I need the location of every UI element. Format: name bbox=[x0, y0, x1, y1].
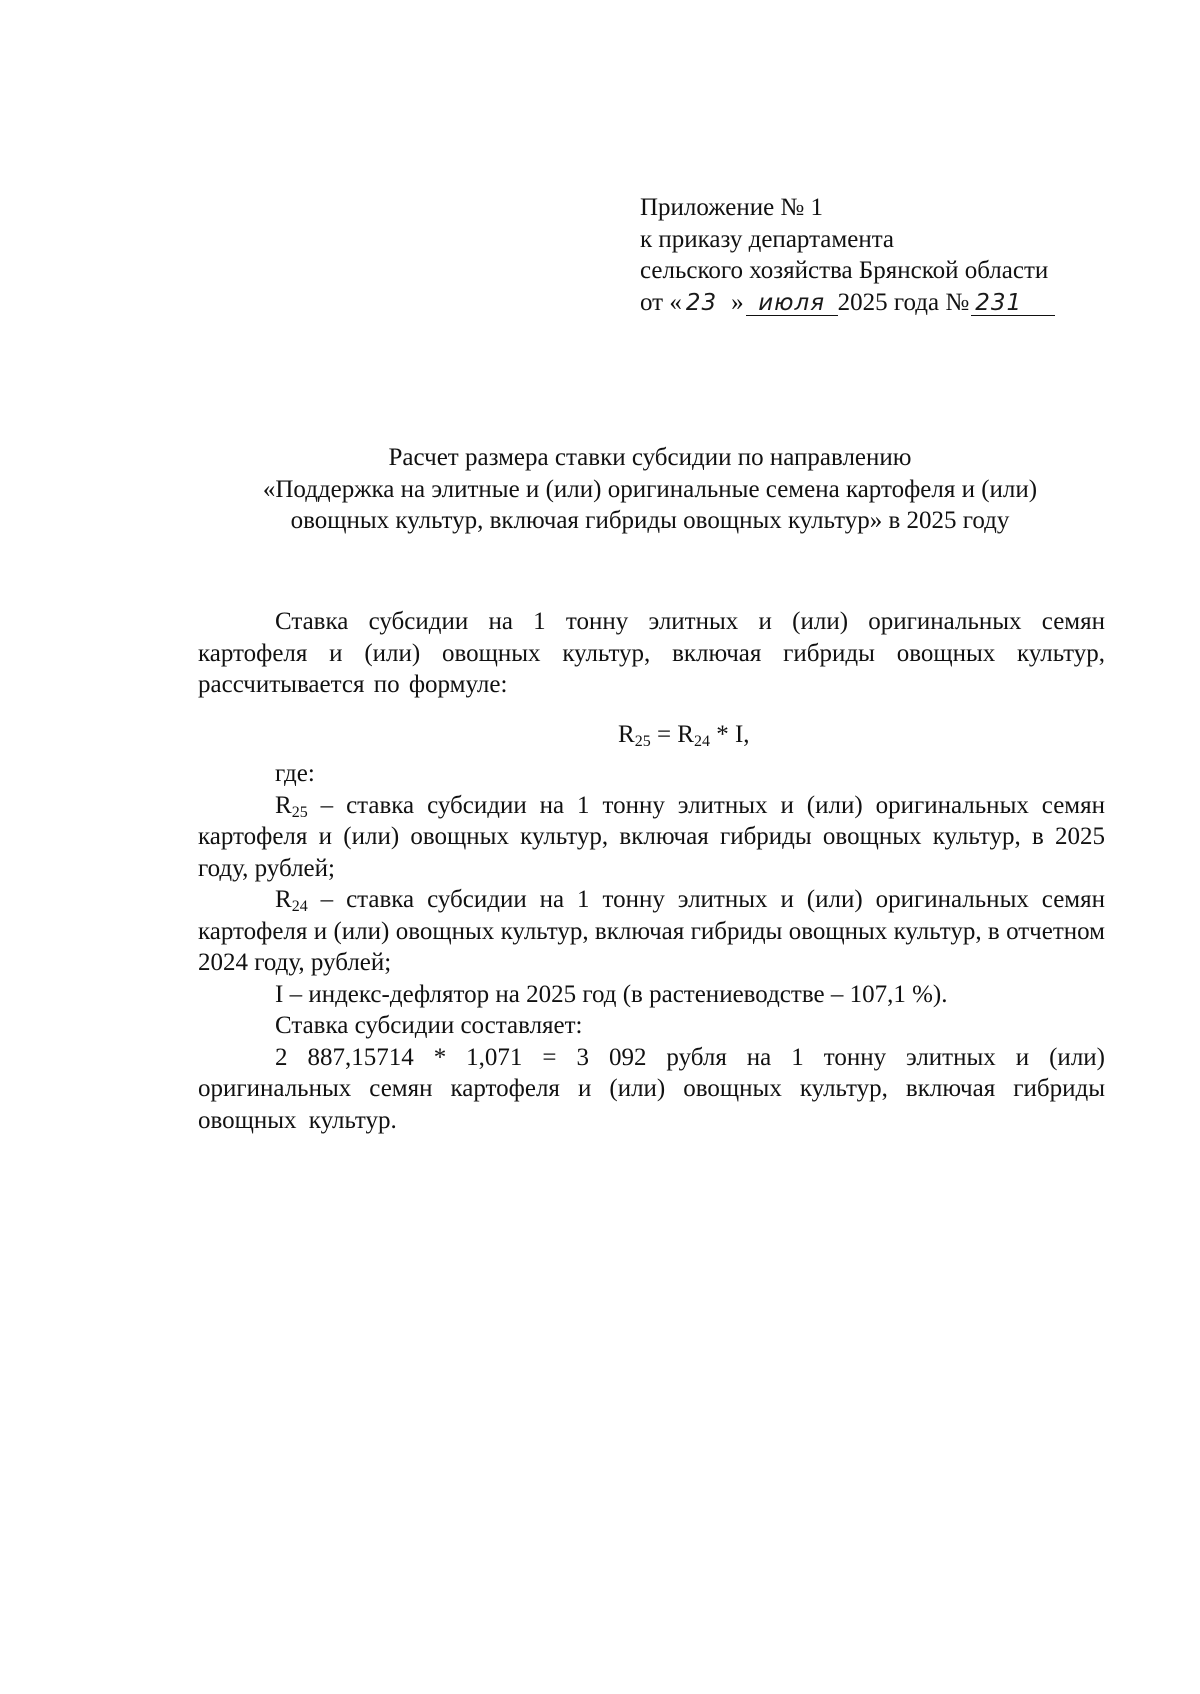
def-r24-sub: 24 bbox=[291, 898, 308, 915]
handwritten-month: июля bbox=[746, 291, 838, 316]
date-close-quote: » bbox=[731, 288, 744, 316]
title-line-1: Расчет размера ставки субсидии по направлению bbox=[388, 444, 912, 471]
handwritten-day: 23 bbox=[685, 289, 718, 316]
def-r25-symbol: R bbox=[275, 791, 292, 819]
formula-r24-sub: 24 bbox=[693, 732, 710, 750]
def-r25-sub: 25 bbox=[291, 803, 308, 821]
formula-equals: = bbox=[650, 720, 678, 748]
title-line-3: овощных культур, включая гибриды овощных культур» в 2025 году bbox=[290, 507, 1010, 534]
formula-r24-symbol: R bbox=[677, 720, 694, 748]
def-r25-text: – ставка субсидии на 1 тонну элитных и (или) оригинальных семян картофеля и (или) овощных культур, включая гибриды овощных культур, в 2025 году, рублей; bbox=[198, 791, 1105, 882]
def-r24-text: – ставка субсидии на 1 тонну элитных и (или) оригинальных семян картофеля и (или) овощных культур, включая гибриды овощных культур, в отчетном 2024 году, рублей; bbox=[198, 886, 1105, 976]
intro-paragraph: Ставка субсидии на 1 тонну элитных и (или) оригинальных семян картофеля и (или) овощных культур, включая гибриды овощных культур, рассчитывается по формуле: bbox=[198, 608, 1105, 698]
formula-r25-symbol: R bbox=[618, 720, 635, 748]
date-year-text: 2025 года № bbox=[837, 288, 970, 316]
header-line-appendix: Приложение № 1 bbox=[640, 194, 824, 221]
title-line-2: «Поддержка на элитные и (или) оригинальные семена картофеля и (или) bbox=[262, 475, 1038, 503]
formula-r25-sub: 25 bbox=[634, 732, 651, 750]
definition-r25 bbox=[198, 790, 1105, 885]
handwritten-doc-number: 231 bbox=[971, 291, 1055, 316]
header-line-date bbox=[640, 287, 1100, 320]
header-line-department: сельского хозяйства Брянской области bbox=[640, 257, 1049, 284]
rate-intro: Ставка субсидии составляет: bbox=[275, 1012, 583, 1039]
document-title bbox=[195, 442, 1105, 537]
date-prefix: от « bbox=[640, 288, 682, 316]
formula bbox=[198, 719, 1105, 751]
definition-deflator: I – индекс-дефлятор на 2025 год (в растениеводстве – 107,1 %). bbox=[275, 980, 948, 1008]
rate-calculation: 2 887,15714 * 1,071 = 3 092 рубля на 1 тонну элитных и (или) оригинальных семян картофеля и (или) овощных культур, включая гибриды овощных культур. bbox=[198, 1043, 1105, 1134]
document-body bbox=[198, 606, 1105, 1136]
header-line-order: к приказу департамента bbox=[640, 225, 895, 253]
def-r24-symbol: R bbox=[275, 886, 292, 913]
definition-r24 bbox=[198, 884, 1105, 979]
formula-rest: * I, bbox=[709, 720, 750, 748]
where-label: где: bbox=[275, 760, 315, 787]
approval-header bbox=[640, 192, 1100, 319]
